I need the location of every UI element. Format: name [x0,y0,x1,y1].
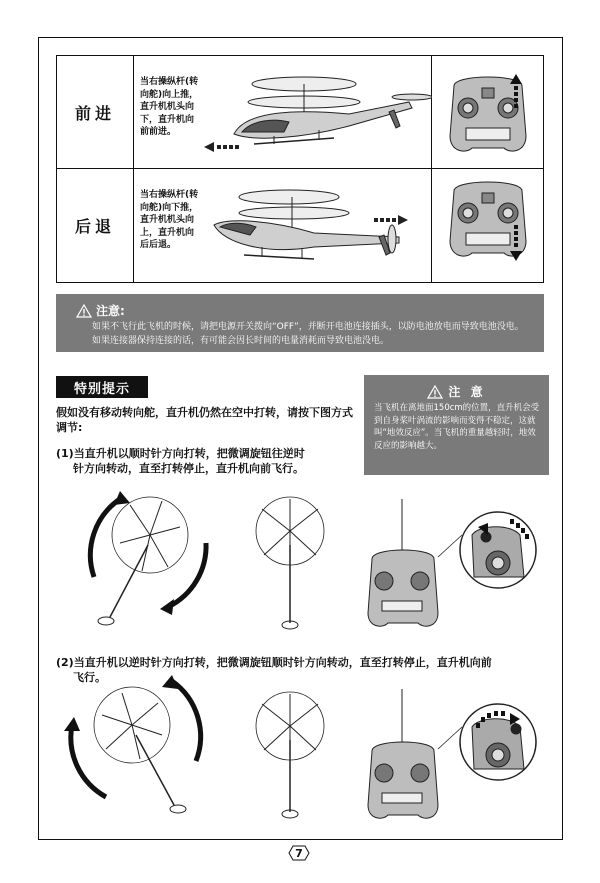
page-number-text: 7 [295,846,303,860]
caution-title: 注意: [96,304,125,318]
helicopter-top-view-icon [250,690,330,830]
row-description: 当右操纵杆(转向舵)向上推，直升机机头向下，直升机向前前进。 [140,77,199,137]
page-number [288,845,310,861]
note-text: 当飞机在离地面150cm的位置，直升机会受到自身桨叶涡流的影响而变得不稳定，这就叫“地效反应”。当飞机的重量越轻时，地效反应的影响越大。 [374,403,540,451]
warning-icon [76,304,92,318]
control-row-backward [56,169,544,283]
step-1-line-1: (1)当直升机以顺时针方向打转，把微调旋钮往逆时 [56,447,305,460]
special-tips-intro: 假如没有移动转向舵，直升机仍然在空中打转，请按下图方式调节: [56,406,353,434]
row-illustration [134,169,432,282]
row-description: 当右操纵杆(转向舵)向下推，直升机机头向上，直升机向后后退。 [140,190,199,250]
remote-cell [432,56,543,168]
trim-knob-ccw-icon [360,495,550,640]
step-1-text [56,446,356,476]
ground-effect-note [364,375,549,475]
row-title: 后退 [57,169,134,282]
clockwise-spin-icon [80,485,220,635]
note-title: 注 意 [448,385,486,399]
counterclockwise-spin-icon [62,675,212,825]
caution-text: 如果不飞行此飞机的时候，请把电源开关拨向“OFF”，并断开电池连接插头，以防电池放电而导致电池没电。如果连接器保持连接的话，有可能会因长时间的电量消耗而导致电池没电。 [92,322,524,346]
step-2-line-1: (2)当直升机以逆时针方向打转，把微调旋钮顺时针方向转动，直至打转停止，直升机向前 [56,656,492,669]
remote-backward-icon [432,169,543,283]
control-row-forward [56,55,544,169]
remote-cell [432,169,543,282]
helicopter-top-view-icon [250,495,330,635]
row-illustration [134,56,432,168]
helicopter-forward-icon [134,56,432,170]
warning-icon [427,385,443,399]
special-tips-label: 特别提示 [56,376,148,398]
row-title: 前进 [57,56,134,168]
helicopter-backward-icon [134,169,432,283]
caution-banner [56,294,544,352]
trim-knob-cw-icon [360,685,550,830]
remote-forward-icon [432,56,543,170]
step-1-line-2: 针方向转动，直至打转停止，直升机向前飞行。 [73,462,304,475]
step-2-line-2: 飞行。 [73,671,106,684]
